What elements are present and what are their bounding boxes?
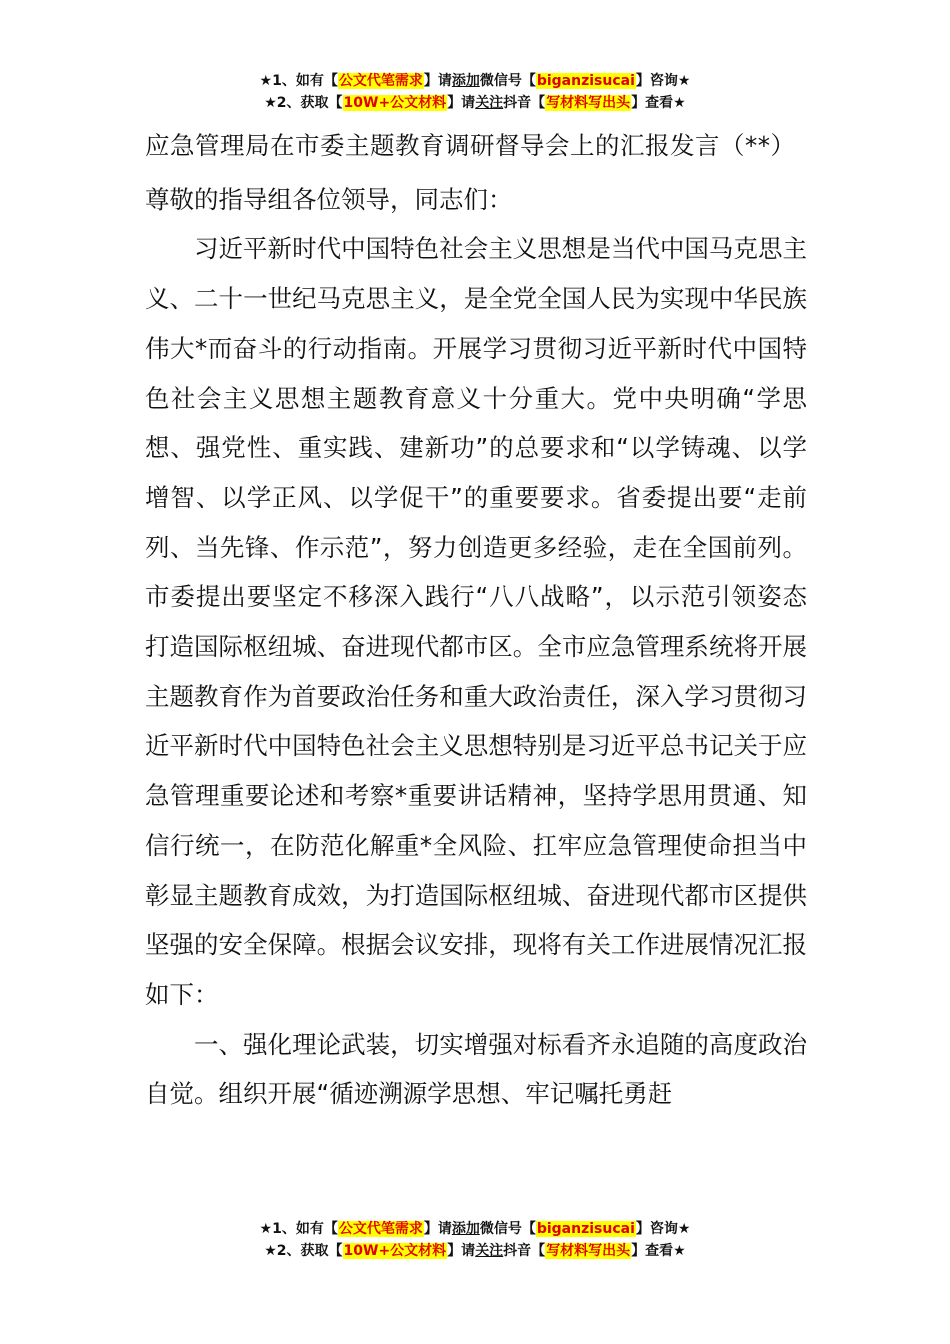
highlight-materials: 10W+公文材料: [343, 95, 447, 111]
highlight-wechat-id: biganzisucai: [536, 1221, 635, 1237]
highlight-douyin: 写材料写出头: [546, 95, 631, 111]
banner-line-1: ★1、如有【公文代笔需求】请添加微信号【biganzisucai】咨询★: [259, 73, 691, 89]
highlight-materials: 10W+公文材料: [343, 1243, 447, 1259]
banner-line-2: ★2、获取【10W+公文材料】请关注抖音【写材料写出头】查看★: [264, 1243, 686, 1259]
document-title: 应急管理局在市委主题教育调研督导会上的汇报发言（**）: [145, 131, 796, 160]
highlight-douyin: 写材料写出头: [546, 1243, 631, 1259]
footer-banner: [0, 1218, 950, 1262]
highlight-wechat-id: biganzisucai: [536, 73, 635, 89]
greeting: 尊敬的指导组各位领导，同志们：: [145, 184, 513, 214]
document-body: [145, 121, 807, 1119]
banner-line-2: ★2、获取【10W+公文材料】请关注抖音【写材料写出头】查看★: [264, 95, 686, 111]
paragraph-section-1: 一、强化理论武装，切实增强对标看齐永追随的高度政治自觉。组织开展“循迹溯源学思想、牢记嘱托勇赶: [145, 1029, 807, 1109]
highlight-service: 公文代笔需求: [338, 1221, 423, 1237]
banner-line-1: ★1、如有【公文代笔需求】请添加微信号【biganzisucai】咨询★: [259, 1221, 691, 1237]
paragraph-intro: 习近平新时代中国特色社会主义思想是当代中国马克思主义、二十一世纪马克思主义，是全党全国人民为实现中华民族伟大*而奋斗的行动指南。开展学习贯彻习近平新时代中国特色社会主义思想主题教育意义十分重大。党中央明确“学思想、强党性、重实践、建新功”的总要求和“以学铸魂、以学增智、以学正风、以学促干”的重要要求。省委提出要“走前列、当先锋、作示范”，努力创造更多经验，走在全国前列。市委提出要坚定不移深入践行“八八战略”，以示范引领姿态打造国际枢纽城、奋进现代都市区。全市应急管理系统将开展主题教育作为首要政治任务和重大政治责任，深入学习贯彻习近平新时代中国特色社会主义思想特别是习近平总书记关于应急管理重要论述和考察*重要讲话精神，坚持学思用贯通、知信行统一，在防范化解重*全风险、扛牢应急管理使命担当中彰显主题教育成效，为打造国际枢纽城、奋进现代都市区提供坚强的安全保障。根据会议安排，现将有关工作进展情况汇报如下：: [145, 234, 807, 1009]
header-banner: [0, 70, 950, 114]
highlight-service: 公文代笔需求: [338, 73, 423, 89]
